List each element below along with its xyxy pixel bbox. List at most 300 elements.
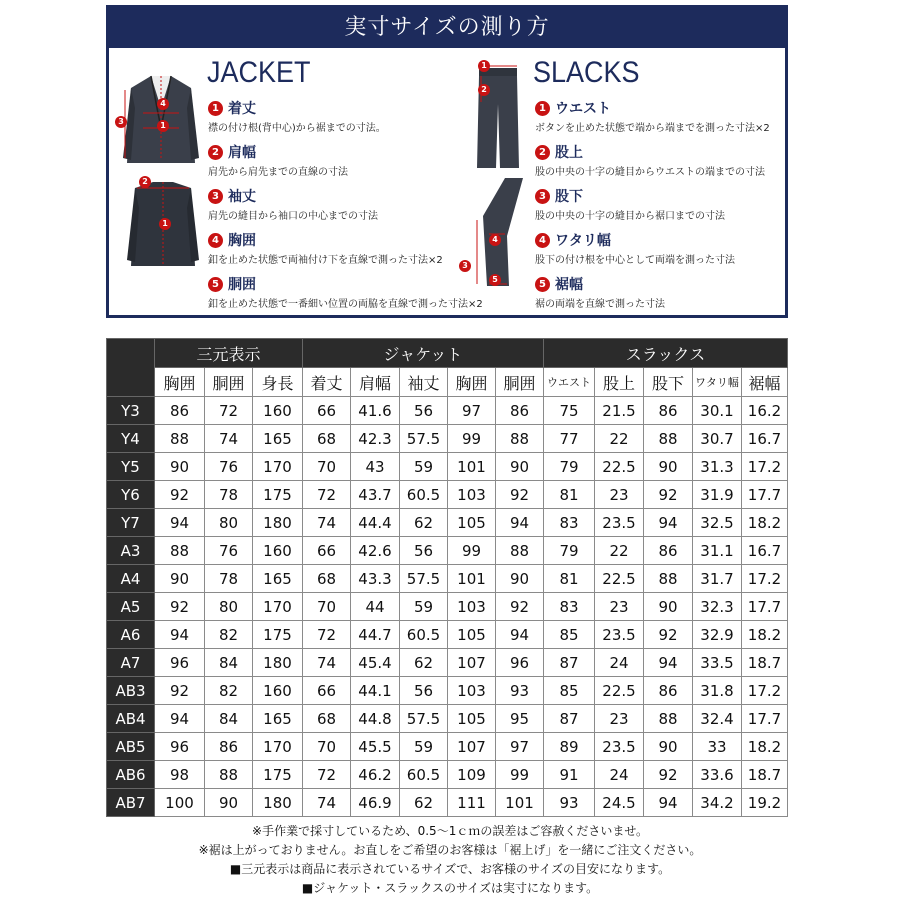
table-cell: 17.2 [742, 453, 788, 481]
table-cell: 44 [351, 593, 400, 621]
table-row [107, 537, 788, 565]
table-cell: 86 [644, 677, 693, 705]
table-cell: 44.4 [351, 509, 400, 537]
table-cell: 81 [544, 565, 595, 593]
slacks-item-thigh [535, 231, 735, 266]
table-cell: 68 [303, 425, 351, 453]
table-row [107, 593, 788, 621]
table-cell: 23.5 [595, 509, 644, 537]
slacks-mark-4: 4 [489, 234, 501, 246]
table-cell: 90 [496, 565, 544, 593]
table-cell: 22 [595, 537, 644, 565]
jacket-front-mark-1: 1 [157, 120, 169, 132]
table-cell: 96 [155, 733, 205, 761]
table-cell: 72 [303, 761, 351, 789]
group-header-sanmoto: 三元表示 [155, 339, 303, 368]
table-cell: 88 [644, 705, 693, 733]
table-cell: 78 [205, 565, 253, 593]
table-cell: 175 [253, 621, 303, 649]
table-cell: 17.2 [742, 677, 788, 705]
table-cell: 94 [496, 621, 544, 649]
table-cell: 31.9 [693, 481, 742, 509]
table-cell: 170 [253, 733, 303, 761]
item-desc: 股の中央の十字の縫目からウエストの端までの寸法 [535, 167, 765, 178]
item-desc: 股下の付け根を中心として両端を測った寸法 [535, 255, 735, 266]
slacks-mark-5: 5 [489, 274, 501, 286]
table-cell: 23.5 [595, 621, 644, 649]
item-label: ウエスト [555, 101, 611, 117]
item-desc: 肩先の縫目から袖口の中心までの寸法 [208, 211, 378, 222]
table-cell: 105 [448, 705, 496, 733]
jacket-item-length [208, 99, 386, 134]
table-cell: 98 [155, 761, 205, 789]
table-cell: 103 [448, 593, 496, 621]
table-cell: 72 [303, 481, 351, 509]
table-cell: 85 [544, 677, 595, 705]
table-cell: 60.5 [400, 481, 448, 509]
group-header-jacket: ジャケット [303, 339, 544, 368]
table-cell: 165 [253, 565, 303, 593]
table-cell: 57.5 [400, 565, 448, 593]
table-cell: 31.8 [693, 677, 742, 705]
slacks-title: SLACKS [533, 56, 640, 89]
table-cell: 24.5 [595, 789, 644, 817]
table-cell: 101 [448, 453, 496, 481]
table-cell: 43.3 [351, 565, 400, 593]
column-header: 胴囲 [205, 368, 253, 397]
size-label: AB7 [107, 789, 155, 817]
number-badge-icon: 5 [208, 277, 223, 292]
table-cell: 16.7 [742, 537, 788, 565]
table-row [107, 789, 788, 817]
table-cell: 19.2 [742, 789, 788, 817]
table-cell: 94 [155, 509, 205, 537]
table-cell: 93 [496, 677, 544, 705]
table-cell: 62 [400, 509, 448, 537]
table-cell: 160 [253, 397, 303, 425]
guide-title: 実寸サイズの測り方 [109, 8, 785, 48]
table-cell: 91 [544, 761, 595, 789]
item-label: 股下 [555, 189, 583, 205]
table-cell: 75 [544, 397, 595, 425]
table-cell: 30.7 [693, 425, 742, 453]
table-cell: 22.5 [595, 453, 644, 481]
jacket-front-mark-4: 4 [157, 98, 169, 110]
table-cell: 32.4 [693, 705, 742, 733]
table-row [107, 621, 788, 649]
table-cell: 16.7 [742, 425, 788, 453]
number-badge-icon: 3 [208, 189, 223, 204]
table-cell: 99 [496, 761, 544, 789]
table-cell: 59 [400, 733, 448, 761]
table-cell: 93 [544, 789, 595, 817]
table-cell: 103 [448, 677, 496, 705]
table-cell: 92 [155, 677, 205, 705]
table-cell: 94 [644, 789, 693, 817]
table-cell: 92 [644, 621, 693, 649]
size-label: Y4 [107, 425, 155, 453]
table-cell: 105 [448, 621, 496, 649]
table-cell: 79 [544, 453, 595, 481]
table-cell: 60.5 [400, 761, 448, 789]
table-cell: 57.5 [400, 705, 448, 733]
table-row [107, 453, 788, 481]
table-cell: 109 [448, 761, 496, 789]
measurement-guide-box [106, 5, 788, 318]
number-badge-icon: 4 [208, 233, 223, 248]
table-cell: 92 [644, 761, 693, 789]
table-cell: 92 [496, 481, 544, 509]
size-label: A4 [107, 565, 155, 593]
table-cell: 95 [496, 705, 544, 733]
table-cell: 33.6 [693, 761, 742, 789]
table-cell: 86 [496, 397, 544, 425]
table-row [107, 677, 788, 705]
table-cell: 88 [644, 425, 693, 453]
slacks-front-illustration [473, 64, 523, 170]
table-cell: 23.5 [595, 733, 644, 761]
table-cell: 74 [205, 425, 253, 453]
table-row [107, 425, 788, 453]
column-header: 股下 [644, 368, 693, 397]
table-cell: 59 [400, 453, 448, 481]
column-header: 胴囲 [496, 368, 544, 397]
table-cell: 99 [448, 537, 496, 565]
size-label: AB4 [107, 705, 155, 733]
slacks-side-illustration [469, 176, 529, 288]
table-cell: 62 [400, 649, 448, 677]
table-cell: 60.5 [400, 621, 448, 649]
size-label: Y5 [107, 453, 155, 481]
table-cell: 66 [303, 397, 351, 425]
table-cell: 46.9 [351, 789, 400, 817]
table-cell: 44.8 [351, 705, 400, 733]
number-badge-icon: 2 [208, 145, 223, 160]
table-cell: 94 [496, 509, 544, 537]
table-cell: 17.7 [742, 481, 788, 509]
table-cell: 86 [644, 397, 693, 425]
jacket-item-chest [208, 231, 443, 266]
slacks-item-rise [535, 143, 765, 178]
table-cell: 24 [595, 761, 644, 789]
table-cell: 180 [253, 649, 303, 677]
table-cell: 44.7 [351, 621, 400, 649]
item-label: ワタリ幅 [555, 233, 611, 249]
table-cell: 66 [303, 677, 351, 705]
number-badge-icon: 1 [208, 101, 223, 116]
item-label: 股上 [555, 145, 583, 161]
table-cell: 103 [448, 481, 496, 509]
table-cell: 32.3 [693, 593, 742, 621]
jacket-back-mark-2: 2 [139, 176, 151, 188]
table-cell: 90 [205, 789, 253, 817]
size-label: AB3 [107, 677, 155, 705]
table-cell: 72 [205, 397, 253, 425]
table-cell: 18.2 [742, 509, 788, 537]
column-header: 裾幅 [742, 368, 788, 397]
table-cell: 22.5 [595, 677, 644, 705]
note-line: ※裾は上がっておりません。お直しをご希望のお客様は「裾上げ」を一緒にご注文ください。 [198, 843, 702, 857]
table-cell: 85 [544, 621, 595, 649]
table-cell: 160 [253, 537, 303, 565]
item-desc: 襟の付け根(背中心)から裾までの寸法。 [208, 123, 386, 134]
table-cell: 99 [448, 425, 496, 453]
table-cell: 88 [496, 425, 544, 453]
jacket-item-shoulder [208, 143, 348, 178]
table-row [107, 397, 788, 425]
number-badge-icon: 1 [535, 101, 550, 116]
column-header: 胸囲 [448, 368, 496, 397]
column-header: 胸囲 [155, 368, 205, 397]
column-header: 袖丈 [400, 368, 448, 397]
table-cell: 16.2 [742, 397, 788, 425]
table-cell: 18.7 [742, 761, 788, 789]
item-label: 着丈 [228, 101, 256, 117]
table-cell: 70 [303, 453, 351, 481]
table-cell: 100 [155, 789, 205, 817]
item-label: 胸囲 [228, 233, 256, 249]
table-cell: 43.7 [351, 481, 400, 509]
table-cell: 66 [303, 537, 351, 565]
table-cell: 83 [544, 509, 595, 537]
table-cell: 17.7 [742, 593, 788, 621]
number-badge-icon: 5 [535, 277, 550, 292]
jacket-title: JACKET [207, 56, 311, 89]
table-cell: 41.6 [351, 397, 400, 425]
table-row [107, 509, 788, 537]
size-label: A5 [107, 593, 155, 621]
table-cell: 175 [253, 481, 303, 509]
column-header: 着丈 [303, 368, 351, 397]
table-cell: 107 [448, 649, 496, 677]
item-desc: 肩先から肩先までの直線の寸法 [208, 167, 348, 178]
table-cell: 18.2 [742, 733, 788, 761]
jacket-front-illustration [121, 68, 201, 168]
table-cell: 90 [155, 453, 205, 481]
table-cell: 74 [303, 649, 351, 677]
table-cell: 84 [205, 705, 253, 733]
table-cell: 24 [595, 649, 644, 677]
table-cell: 42.3 [351, 425, 400, 453]
table-cell: 101 [448, 565, 496, 593]
table-cell: 97 [496, 733, 544, 761]
table-cell: 59 [400, 593, 448, 621]
table-cell: 33 [693, 733, 742, 761]
size-label: AB6 [107, 761, 155, 789]
table-cell: 89 [544, 733, 595, 761]
table-cell: 96 [155, 649, 205, 677]
item-desc: 股の中央の十字の縫目から裾口までの寸法 [535, 211, 725, 222]
table-cell: 31.3 [693, 453, 742, 481]
table-cell: 83 [544, 593, 595, 621]
table-cell: 56 [400, 397, 448, 425]
table-cell: 175 [253, 761, 303, 789]
table-cell: 86 [644, 537, 693, 565]
slacks-mark-1: 1 [478, 60, 490, 72]
table-cell: 88 [644, 565, 693, 593]
table-cell: 23 [595, 481, 644, 509]
table-cell: 76 [205, 537, 253, 565]
item-label: 胴囲 [228, 277, 256, 293]
table-cell: 82 [205, 677, 253, 705]
table-cell: 165 [253, 705, 303, 733]
table-cell: 96 [496, 649, 544, 677]
notes [0, 822, 900, 898]
table-cell: 94 [155, 621, 205, 649]
table-cell: 22.5 [595, 565, 644, 593]
table-cell: 56 [400, 537, 448, 565]
number-badge-icon: 4 [535, 233, 550, 248]
size-label: A6 [107, 621, 155, 649]
note-line: ■三元表示は商品に表示されているサイズで、お客様のサイズの目安になります。 [229, 862, 671, 876]
column-header: ワタリ幅 [693, 368, 742, 397]
jacket-front-mark-3: 3 [115, 116, 127, 128]
table-cell: 180 [253, 509, 303, 537]
table-cell: 80 [205, 509, 253, 537]
table-cell: 87 [544, 705, 595, 733]
table-cell: 170 [253, 453, 303, 481]
table-cell: 180 [253, 789, 303, 817]
size-label: Y3 [107, 397, 155, 425]
table-cell: 92 [155, 481, 205, 509]
table-cell: 31.1 [693, 537, 742, 565]
table-cell: 44.1 [351, 677, 400, 705]
size-label: Y6 [107, 481, 155, 509]
number-badge-icon: 2 [535, 145, 550, 160]
table-cell: 84 [205, 649, 253, 677]
number-badge-icon: 3 [535, 189, 550, 204]
slacks-item-hem [535, 275, 665, 310]
table-cell: 94 [644, 509, 693, 537]
column-header: 身長 [253, 368, 303, 397]
column-header: ウエスト [544, 368, 595, 397]
item-desc: 釦を止めた状態で両袖付け下を直線で測った寸法×2 [208, 255, 443, 266]
table-cell: 86 [205, 733, 253, 761]
group-header-slacks: スラックス [544, 339, 788, 368]
table-cell: 81 [544, 481, 595, 509]
table-cell: 34.2 [693, 789, 742, 817]
table-cell: 33.5 [693, 649, 742, 677]
note-line: ■ジャケット・スラックスのサイズは実寸になります。 [301, 881, 599, 895]
table-cell: 43 [351, 453, 400, 481]
item-desc: ボタンを止めた状態で端から端までを測った寸法×2 [535, 123, 770, 134]
size-label: A7 [107, 649, 155, 677]
slacks-item-inseam [535, 187, 725, 222]
table-cell: 68 [303, 565, 351, 593]
table-cell: 170 [253, 593, 303, 621]
table-cell: 86 [155, 397, 205, 425]
table-cell: 22 [595, 425, 644, 453]
jacket-item-waist [208, 275, 483, 310]
table-row [107, 649, 788, 677]
item-label: 肩幅 [228, 145, 256, 161]
table-cell: 78 [205, 481, 253, 509]
table-cell: 97 [448, 397, 496, 425]
table-cell: 32.5 [693, 509, 742, 537]
jacket-item-sleeve [208, 187, 378, 222]
table-cell: 101 [496, 789, 544, 817]
table-cell: 32.9 [693, 621, 742, 649]
table-cell: 46.2 [351, 761, 400, 789]
table-cell: 88 [155, 537, 205, 565]
table-cell: 45.4 [351, 649, 400, 677]
item-desc: 釦を止めた状態で一番細い位置の両脇を直線で測った寸法×2 [208, 299, 483, 310]
item-desc: 裾の両端を直線で測った寸法 [535, 299, 665, 310]
table-cell: 79 [544, 537, 595, 565]
column-header: 股上 [595, 368, 644, 397]
slacks-mark-2: 2 [478, 84, 490, 96]
table-cell: 94 [644, 649, 693, 677]
table-cell: 90 [644, 733, 693, 761]
table-cell: 88 [496, 537, 544, 565]
table-cell: 56 [400, 677, 448, 705]
table-cell: 68 [303, 705, 351, 733]
table-cell: 94 [155, 705, 205, 733]
slacks-mark-3: 3 [459, 260, 471, 272]
item-label: 袖丈 [228, 189, 256, 205]
table-cell: 23 [595, 705, 644, 733]
item-label: 裾幅 [555, 277, 583, 293]
table-cell: 165 [253, 425, 303, 453]
table-cell: 76 [205, 453, 253, 481]
table-cell: 160 [253, 677, 303, 705]
size-label: A3 [107, 537, 155, 565]
column-header: 肩幅 [351, 368, 400, 397]
table-cell: 87 [544, 649, 595, 677]
size-label: AB5 [107, 733, 155, 761]
table-cell: 82 [205, 621, 253, 649]
table-cell: 90 [155, 565, 205, 593]
note-line: ※手作業で採寸しているため、0.5〜1ｃｍの誤差はご容赦くださいませ。 [252, 824, 648, 838]
table-cell: 107 [448, 733, 496, 761]
table-cell: 45.5 [351, 733, 400, 761]
size-table [106, 338, 788, 817]
table-cell: 77 [544, 425, 595, 453]
table-cell: 31.7 [693, 565, 742, 593]
table-cell: 18.2 [742, 621, 788, 649]
table-cell: 90 [644, 593, 693, 621]
table-cell: 30.1 [693, 397, 742, 425]
table-cell: 92 [155, 593, 205, 621]
table-cell: 18.7 [742, 649, 788, 677]
table-cell: 72 [303, 621, 351, 649]
table-cell: 70 [303, 733, 351, 761]
table-cell: 74 [303, 509, 351, 537]
table-cell: 21.5 [595, 397, 644, 425]
table-cell: 88 [155, 425, 205, 453]
table-cell: 57.5 [400, 425, 448, 453]
table-cell: 23 [595, 593, 644, 621]
table-cell: 17.7 [742, 705, 788, 733]
size-label: Y7 [107, 509, 155, 537]
table-cell: 111 [448, 789, 496, 817]
table-cell: 62 [400, 789, 448, 817]
table-cell: 42.6 [351, 537, 400, 565]
table-cell: 92 [644, 481, 693, 509]
table-row [107, 565, 788, 593]
table-corner [107, 339, 155, 397]
table-cell: 105 [448, 509, 496, 537]
table-cell: 80 [205, 593, 253, 621]
jacket-back-mark-1: 1 [159, 218, 171, 230]
table-cell: 90 [644, 453, 693, 481]
slacks-item-waist [535, 99, 770, 134]
table-row [107, 733, 788, 761]
table-cell: 74 [303, 789, 351, 817]
table-row [107, 761, 788, 789]
table-cell: 70 [303, 593, 351, 621]
table-cell: 88 [205, 761, 253, 789]
